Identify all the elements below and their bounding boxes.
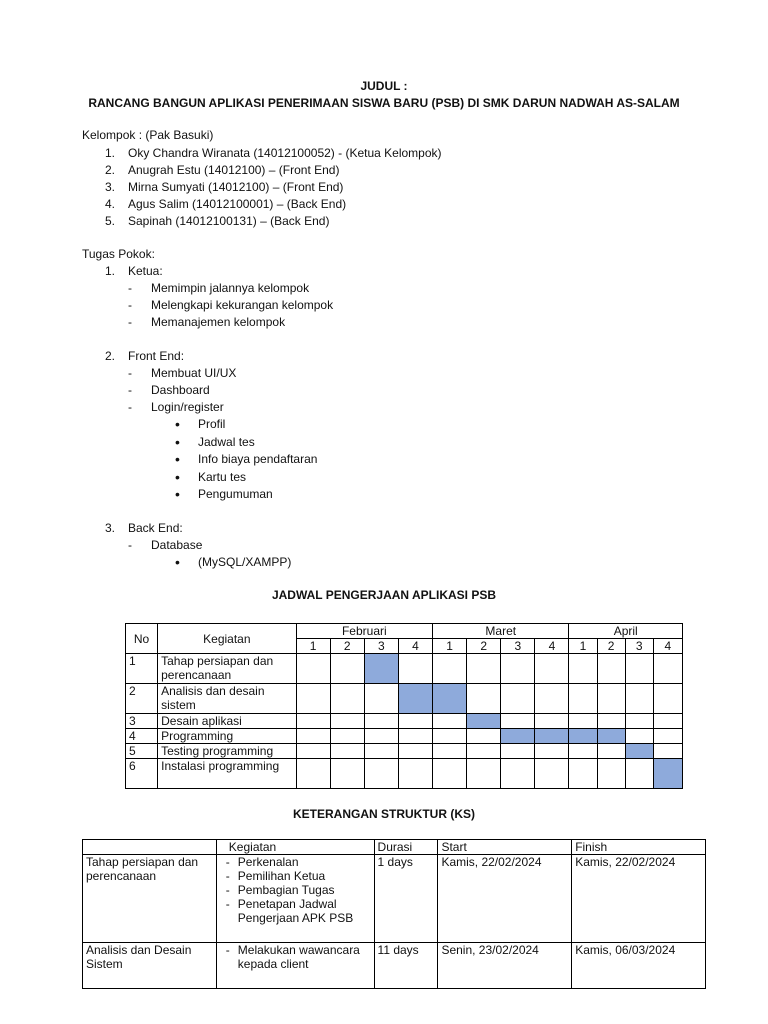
gantt-row [126, 714, 683, 729]
ks-header-cell [83, 840, 217, 855]
ks-item-list [220, 855, 371, 925]
gantt-cell [501, 654, 535, 684]
gantt-cell [433, 714, 467, 729]
bullet-icon: • [175, 416, 180, 432]
ks-name: Tahap persiapan dan perencanaan [83, 855, 217, 943]
ks-row [83, 943, 706, 989]
week-header: 4 [653, 639, 682, 654]
gantt-cell [398, 729, 432, 744]
row-no: 5 [126, 744, 158, 759]
gantt-cell [433, 744, 467, 759]
bullet-icon: • [175, 433, 180, 450]
ks-row [83, 855, 706, 943]
gantt-bar [535, 729, 569, 744]
gantt-cell [364, 684, 398, 714]
bullet-icon: • [175, 486, 180, 502]
tugas-subitem: Pengumuman [198, 487, 273, 501]
tugas-subitem: Jadwal tes [198, 434, 255, 449]
dash-marker: - [128, 383, 132, 397]
gantt-cell [625, 684, 653, 714]
row-kegiatan: Instalasi programming [158, 759, 296, 789]
ks-item: - Melakukan wawancara kepada client [236, 943, 371, 971]
row-no: 6 [126, 759, 158, 789]
gantt-cell [330, 729, 364, 744]
gantt-cell [296, 684, 330, 714]
tugas-heading: Front End: [128, 349, 185, 363]
ks-title: KETERANGAN STRUKTUR (KS) [293, 807, 475, 821]
gantt-cell [467, 654, 501, 684]
gantt-cell [330, 714, 364, 729]
gantt-bar [569, 729, 597, 744]
ks-header-cell: Start [438, 840, 572, 855]
gantt-cell [625, 759, 653, 789]
gantt-cell [467, 744, 501, 759]
ks-durasi: 11 days [374, 943, 438, 989]
gantt-cell [569, 744, 597, 759]
week-header: 1 [296, 639, 330, 654]
gantt-cell [501, 744, 535, 759]
gantt-row [126, 729, 683, 744]
gantt-cell [467, 759, 501, 789]
week-header: 4 [535, 639, 569, 654]
ks-item: - Pemilihan Ketua [236, 869, 371, 883]
gantt-cell [535, 654, 569, 684]
row-kegiatan: Testing programming [158, 744, 296, 759]
gantt-cell [597, 684, 625, 714]
gantt-cell [433, 654, 467, 684]
gantt-cell [501, 684, 535, 714]
member-item: Sapinah (14012100131) – (Back End) [128, 214, 330, 228]
ks-header-row [83, 840, 706, 855]
member-item: Agus Salim (14012100001) – (Back End) [128, 197, 347, 211]
week-header: 2 [597, 639, 625, 654]
judul-label: JUDUL : [360, 79, 408, 93]
gantt-bar [653, 759, 682, 789]
gantt-cell [535, 714, 569, 729]
gantt-cell [569, 759, 597, 789]
dash-marker: - [128, 538, 132, 552]
gantt-cell [597, 744, 625, 759]
tugas-number: 2. [105, 349, 116, 363]
gantt-table [125, 623, 683, 789]
member-number: 5. [105, 214, 116, 228]
gantt-cell [296, 654, 330, 684]
gantt-cell [296, 729, 330, 744]
tugas-item: Database [151, 538, 203, 552]
jadwal-title: JADWAL PENGERJAAN APLIKASI PSB [271, 588, 497, 602]
gantt-cell [296, 714, 330, 729]
month-header: Februari [296, 624, 432, 639]
document-title: RANCANG BANGUN APLIKASI PENERIMAAN SISWA BARU (PSB) DI SMK DARUN NADWAH AS-SALAM [88, 96, 680, 110]
gantt-cell [398, 654, 432, 684]
dash-marker: - [128, 366, 132, 380]
week-header: 1 [569, 639, 597, 654]
header-no: No [126, 624, 158, 654]
row-kegiatan: Analisis dan desain sistem [158, 684, 296, 714]
kelompok-label: Kelompok : (Pak Basuki) [82, 128, 214, 142]
tugas-subitem: (MySQL/XAMPP) [198, 555, 292, 569]
gantt-cell [535, 684, 569, 714]
tugas-item: Membuat UI/UX [151, 366, 237, 380]
tugas-number: 1. [105, 264, 116, 278]
gantt-cell [625, 654, 653, 684]
ks-start: Kamis, 22/02/2024 [438, 855, 572, 943]
ks-finish: Kamis, 06/03/2024 [572, 943, 706, 989]
month-header: April [569, 624, 683, 639]
row-no: 4 [126, 729, 158, 744]
tugas-label: Tugas Pokok: [82, 247, 155, 261]
gantt-cell [501, 714, 535, 729]
ks-item-list [220, 943, 371, 971]
row-no: 1 [126, 654, 158, 684]
tugas-heading: Ketua: [128, 264, 163, 278]
header-kegiatan: Kegiatan [158, 624, 296, 654]
row-no: 2 [126, 684, 158, 714]
dash-marker: - [128, 281, 132, 295]
ks-header-cell: Durasi [374, 840, 438, 855]
ks-name: Analisis dan Desain Sistem [83, 943, 217, 989]
tugas-item: Login/register [151, 400, 224, 414]
gantt-bar [433, 684, 467, 714]
dash-marker: - [128, 315, 132, 329]
ks-durasi: 1 days [374, 855, 438, 943]
dash-marker: - [128, 298, 132, 312]
gantt-cell [569, 714, 597, 729]
ks-items [216, 943, 374, 989]
gantt-cell [433, 729, 467, 744]
ks-header-cell: Kegiatan [216, 840, 374, 855]
bullet-icon: • [175, 451, 180, 467]
member-item: Oky Chandra Wiranata (14012100052) - (Ketua Kelompok) [128, 146, 442, 160]
gantt-cell [364, 759, 398, 789]
gantt-cell [398, 714, 432, 729]
gantt-cell [296, 759, 330, 789]
tugas-item: Melengkapi kekurangan kelompok [151, 298, 334, 312]
tugas-item: Memanajemen kelompok [151, 315, 286, 329]
month-header: Maret [433, 624, 569, 639]
gantt-cell [398, 744, 432, 759]
gantt-cell [569, 654, 597, 684]
gantt-cell [467, 684, 501, 714]
week-header: 2 [330, 639, 364, 654]
ks-item: - Pembagian Tugas [236, 883, 371, 897]
gantt-row [126, 684, 683, 714]
gantt-cell [597, 654, 625, 684]
gantt-cell [398, 759, 432, 789]
gantt-cell [501, 759, 535, 789]
dash-marker: - [128, 400, 132, 414]
bullet-icon: • [175, 554, 180, 570]
gantt-cell [364, 714, 398, 729]
gantt-cell [330, 744, 364, 759]
gantt-cell [330, 684, 364, 714]
gantt-row [126, 744, 683, 759]
tugas-item: Dashboard [151, 383, 210, 397]
gantt-cell [364, 729, 398, 744]
week-header: 1 [433, 639, 467, 654]
tugas-subitem: Profil [198, 417, 226, 431]
gantt-cell [653, 729, 682, 744]
member-number: 1. [105, 146, 116, 160]
ks-items [216, 855, 374, 943]
gantt-cell [653, 714, 682, 729]
gantt-cell [569, 684, 597, 714]
row-kegiatan: Programming [158, 729, 296, 744]
gantt-bar [467, 714, 501, 729]
ks-item: - Perkenalan [236, 855, 371, 869]
member-number: 2. [105, 163, 116, 177]
gantt-cell [653, 684, 682, 714]
tugas-subitem: Kartu tes [198, 469, 247, 484]
tugas-heading: Back End: [128, 521, 183, 535]
tugas-subitem: Info biaya pendaftaran [198, 452, 318, 466]
row-kegiatan: Desain aplikasi [158, 714, 296, 729]
member-number: 3. [105, 180, 116, 194]
gantt-cell [653, 654, 682, 684]
gantt-cell [330, 654, 364, 684]
tugas-item: Memimpin jalannya kelompok [151, 281, 310, 295]
gantt-cell [535, 744, 569, 759]
gantt-cell [296, 744, 330, 759]
ks-item: - Penetapan Jadwal Pengerjaan APK PSB [236, 897, 371, 925]
gantt-cell [625, 729, 653, 744]
gantt-row [126, 654, 683, 684]
week-header: 3 [501, 639, 535, 654]
gantt-bar [364, 654, 398, 684]
member-number: 4. [105, 197, 116, 211]
week-header: 3 [364, 639, 398, 654]
member-item: Mirna Sumyati (14012100) – (Front End) [128, 180, 344, 194]
row-kegiatan: Tahap persiapan dan perencanaan [158, 654, 296, 684]
ks-table [82, 839, 706, 989]
week-header: 3 [625, 639, 653, 654]
member-item: Anugrah Estu (14012100) – (Front End) [128, 163, 340, 177]
gantt-cell [625, 714, 653, 729]
gantt-cell [597, 714, 625, 729]
gantt-cell [364, 744, 398, 759]
gantt-bar [625, 744, 653, 759]
week-header: 4 [398, 639, 432, 654]
ks-finish: Kamis, 22/02/2024 [572, 855, 706, 943]
gantt-cell [535, 759, 569, 789]
gantt-bar [501, 729, 535, 744]
gantt-row [126, 759, 683, 789]
tugas-number: 3. [105, 521, 116, 535]
row-no: 3 [126, 714, 158, 729]
ks-header-cell: Finish [572, 840, 706, 855]
week-header: 2 [467, 639, 501, 654]
gantt-bar [597, 729, 625, 744]
gantt-cell [433, 759, 467, 789]
gantt-cell [597, 759, 625, 789]
ks-start: Senin, 23/02/2024 [438, 943, 572, 989]
gantt-cell [653, 744, 682, 759]
bullet-icon: • [175, 468, 180, 485]
gantt-bar [398, 684, 432, 714]
gantt-cell [467, 729, 501, 744]
gantt-cell [330, 759, 364, 789]
